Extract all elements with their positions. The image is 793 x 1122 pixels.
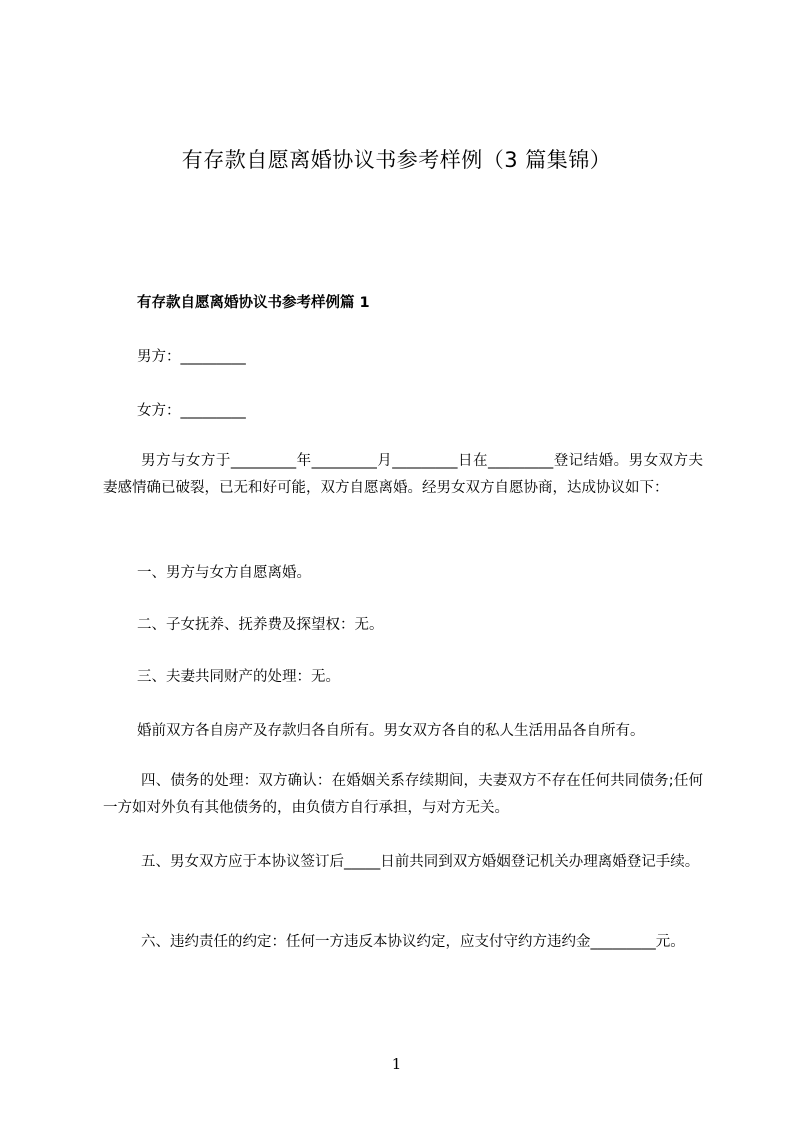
- male-party-line: 男方：_________: [137, 349, 246, 365]
- clause-5: 五、男女双方应于本协议签订后_____日前共同到双方婚姻登记机关办理离婚登记手续。: [141, 854, 700, 870]
- clause-6: 六、违约责任的约定：任何一方违反本协议约定，应支付守约方违约金_________元。: [141, 934, 685, 950]
- section-heading: 有存款自愿离婚协议书参考样例篇 1: [137, 295, 370, 311]
- document-title: 有存款自愿离婚协议书参考样例（3 篇集锦）: [181, 148, 612, 172]
- page-number: 1: [391, 1055, 402, 1073]
- clause-1: 一、男方与女方自愿离婚。: [137, 565, 311, 581]
- clause-4: 四、债务的处理：双方确认：在婚姻关系存续期间，夫妻双方不存在任何共同债务;任何一方如对外负有其他债务的，由负债方自行承担，与对方无关。: [103, 773, 703, 816]
- clause-2: 二、子女抚养、抚养费及探望权：无。: [137, 617, 384, 633]
- intro-paragraph: 男方与女方于_________年_________月_________日在_________登记结婚。男女双方夫妻感情确已破裂，已无和好可能，双方自愿离婚。经男女双方自愿协商，达成协议如下：: [103, 453, 703, 496]
- premarital-paragraph: 婚前双方各自房产及存款归各自所有。男女双方各自的私人生活用品各自所有。: [137, 723, 645, 739]
- female-party-line: 女方：_________: [137, 403, 246, 419]
- clause-3: 三、夫妻共同财产的处理：无。: [137, 669, 340, 685]
